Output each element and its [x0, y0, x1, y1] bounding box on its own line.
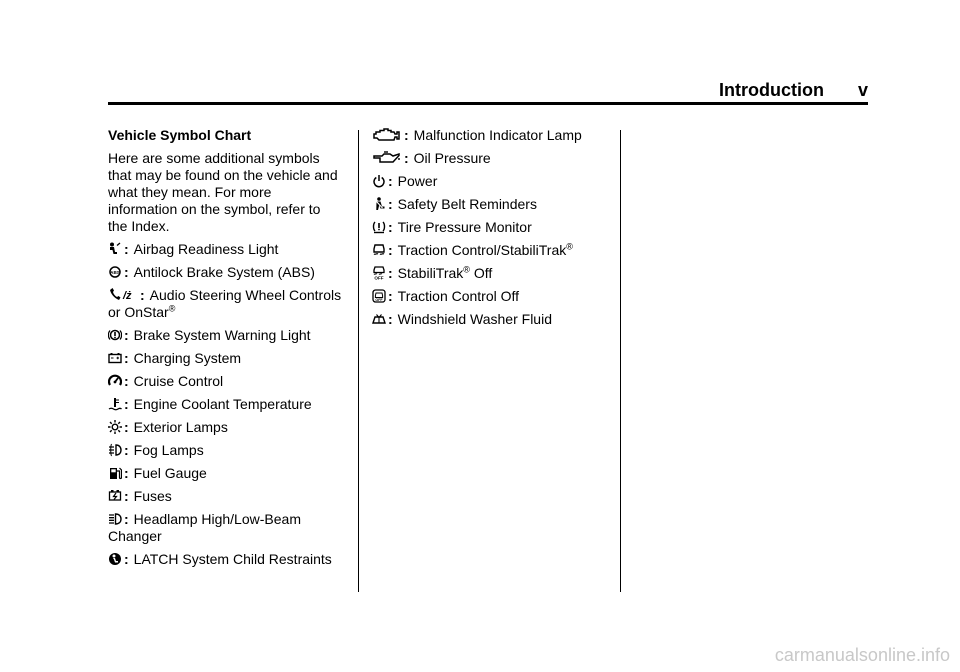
registered-mark: ® [463, 264, 470, 275]
symbol-label: Fuel Gauge [133, 465, 207, 481]
symbol-label: Charging System [133, 350, 242, 366]
symbol-colon: : [124, 350, 129, 366]
column-left [108, 127, 343, 574]
symbol-entry [372, 265, 612, 282]
symbol-colon: : [124, 241, 129, 257]
symbol-colon: : [388, 288, 393, 304]
symbol-label: Engine Coolant Temperature [133, 396, 312, 412]
symbol-label: Safety Belt Reminders [397, 196, 537, 212]
column-middle [372, 127, 612, 334]
symbol-entry [108, 350, 343, 367]
registered-mark: ® [168, 303, 176, 314]
symbol-label: LATCH System Child Restraints [133, 551, 332, 567]
symbol-entry [108, 511, 343, 545]
latch-icon [108, 552, 122, 566]
symbol-list-left [108, 241, 343, 568]
symbol-entry [108, 419, 343, 436]
column-divider [620, 130, 621, 592]
symbol-colon: : [388, 311, 393, 327]
engine-icon [372, 128, 402, 142]
watermark: carmanualsonline.info [774, 645, 950, 665]
symbol-entry [108, 327, 343, 344]
symbol-label: Cruise Control [133, 373, 224, 389]
symbol-colon: : [124, 327, 129, 343]
coolant-temp-icon [108, 397, 122, 411]
symbol-label: Oil Pressure [413, 150, 491, 166]
symbol-colon: : [124, 551, 129, 567]
symbol-label: Fog Lamps [133, 442, 204, 458]
traction-control-icon [372, 243, 386, 257]
symbol-label: Airbag Readiness Light [133, 241, 279, 257]
symbol-colon: : [124, 419, 129, 435]
symbol-colon: : [124, 442, 129, 458]
symbol-colon: : [388, 173, 393, 189]
symbol-label: Power [397, 173, 438, 189]
fuse-icon [108, 489, 122, 503]
symbol-colon: : [124, 488, 129, 504]
symbol-entry [372, 219, 612, 236]
page-number: v [857, 80, 868, 100]
symbol-colon: : [140, 287, 145, 303]
symbol-colon: : [388, 196, 393, 212]
symbol-label-suffix: Off [469, 265, 493, 281]
cruise-control-icon [108, 374, 122, 388]
symbol-entry [108, 287, 343, 321]
washer-fluid-icon [372, 312, 386, 326]
symbol-entry [372, 150, 612, 167]
symbol-colon: : [388, 265, 393, 281]
symbol-colon: : [124, 465, 129, 481]
symbol-label: Brake System Warning Light [133, 327, 311, 343]
symbol-list-middle [372, 127, 612, 328]
symbol-label: Audio Steering Wheel Controls or OnStar [108, 287, 342, 320]
symbol-entry [108, 465, 343, 482]
symbol-entry [108, 396, 343, 413]
symbol-colon: : [124, 396, 129, 412]
symbol-label: Tire Pressure Monitor [397, 219, 532, 235]
symbol-entry [108, 551, 343, 568]
symbol-entry [372, 196, 612, 213]
airbag-icon [108, 242, 122, 256]
symbol-colon: : [124, 373, 129, 389]
symbol-entry [372, 242, 612, 259]
symbol-label: Headlamp High/Low-Beam Changer [108, 511, 301, 544]
symbol-colon: : [124, 511, 129, 527]
symbol-entry [108, 488, 343, 505]
oil-can-icon [372, 151, 402, 165]
symbol-label: Malfunction Indicator Lamp [413, 127, 582, 143]
stabilitrak-off-icon [372, 266, 386, 280]
audio-steering-icon [108, 288, 138, 302]
symbol-entry [108, 442, 343, 459]
symbol-colon: : [404, 127, 409, 143]
section-heading: Vehicle Symbol Chart [108, 127, 252, 143]
fog-lamp-icon [108, 443, 122, 457]
exterior-lamp-icon [108, 420, 122, 434]
fuel-gauge-icon [108, 466, 122, 480]
tire-pressure-icon [372, 220, 386, 234]
symbol-colon: : [404, 150, 409, 166]
symbol-label: Antilock Brake System (ABS) [133, 264, 315, 280]
power-icon [372, 174, 386, 188]
page-title: Introduction [719, 80, 824, 100]
symbol-entry [372, 311, 612, 328]
symbol-label: Exterior Lamps [133, 419, 228, 435]
symbol-entry [372, 173, 612, 190]
symbol-entry [108, 241, 343, 258]
symbol-label: Traction Control Off [397, 288, 520, 304]
svg-text:OFF: OFF [375, 298, 383, 302]
symbol-label: Fuses [133, 488, 172, 504]
section-intro: Here are some additional symbols that may be found on the vehicle and what they mean. For more information on the symbol, refer to the Index. [108, 150, 338, 234]
column-divider [358, 130, 359, 592]
brake-warning-icon [108, 328, 122, 342]
symbol-label: StabiliTrak [397, 265, 464, 281]
symbol-label: Traction Control/StabiliTrak [397, 242, 567, 258]
battery-icon [108, 351, 122, 365]
symbol-colon: : [388, 219, 393, 235]
svg-text:/ż: /ż [123, 290, 132, 302]
symbol-colon: : [124, 264, 129, 280]
header-rule [108, 102, 868, 105]
seatbelt-icon [372, 197, 386, 211]
symbol-colon: : [388, 242, 393, 258]
page-header [108, 80, 868, 104]
high-beam-icon [108, 512, 122, 526]
traction-off-icon [372, 289, 386, 303]
abs-icon [108, 265, 122, 279]
symbol-entry [372, 127, 612, 144]
symbol-entry [372, 288, 612, 305]
registered-mark: ® [566, 241, 573, 252]
svg-text:ABS: ABS [110, 270, 120, 275]
symbol-entry [108, 264, 343, 281]
svg-text:OFF: OFF [374, 275, 384, 280]
symbol-entry [108, 373, 343, 390]
symbol-label: Windshield Washer Fluid [397, 311, 552, 327]
